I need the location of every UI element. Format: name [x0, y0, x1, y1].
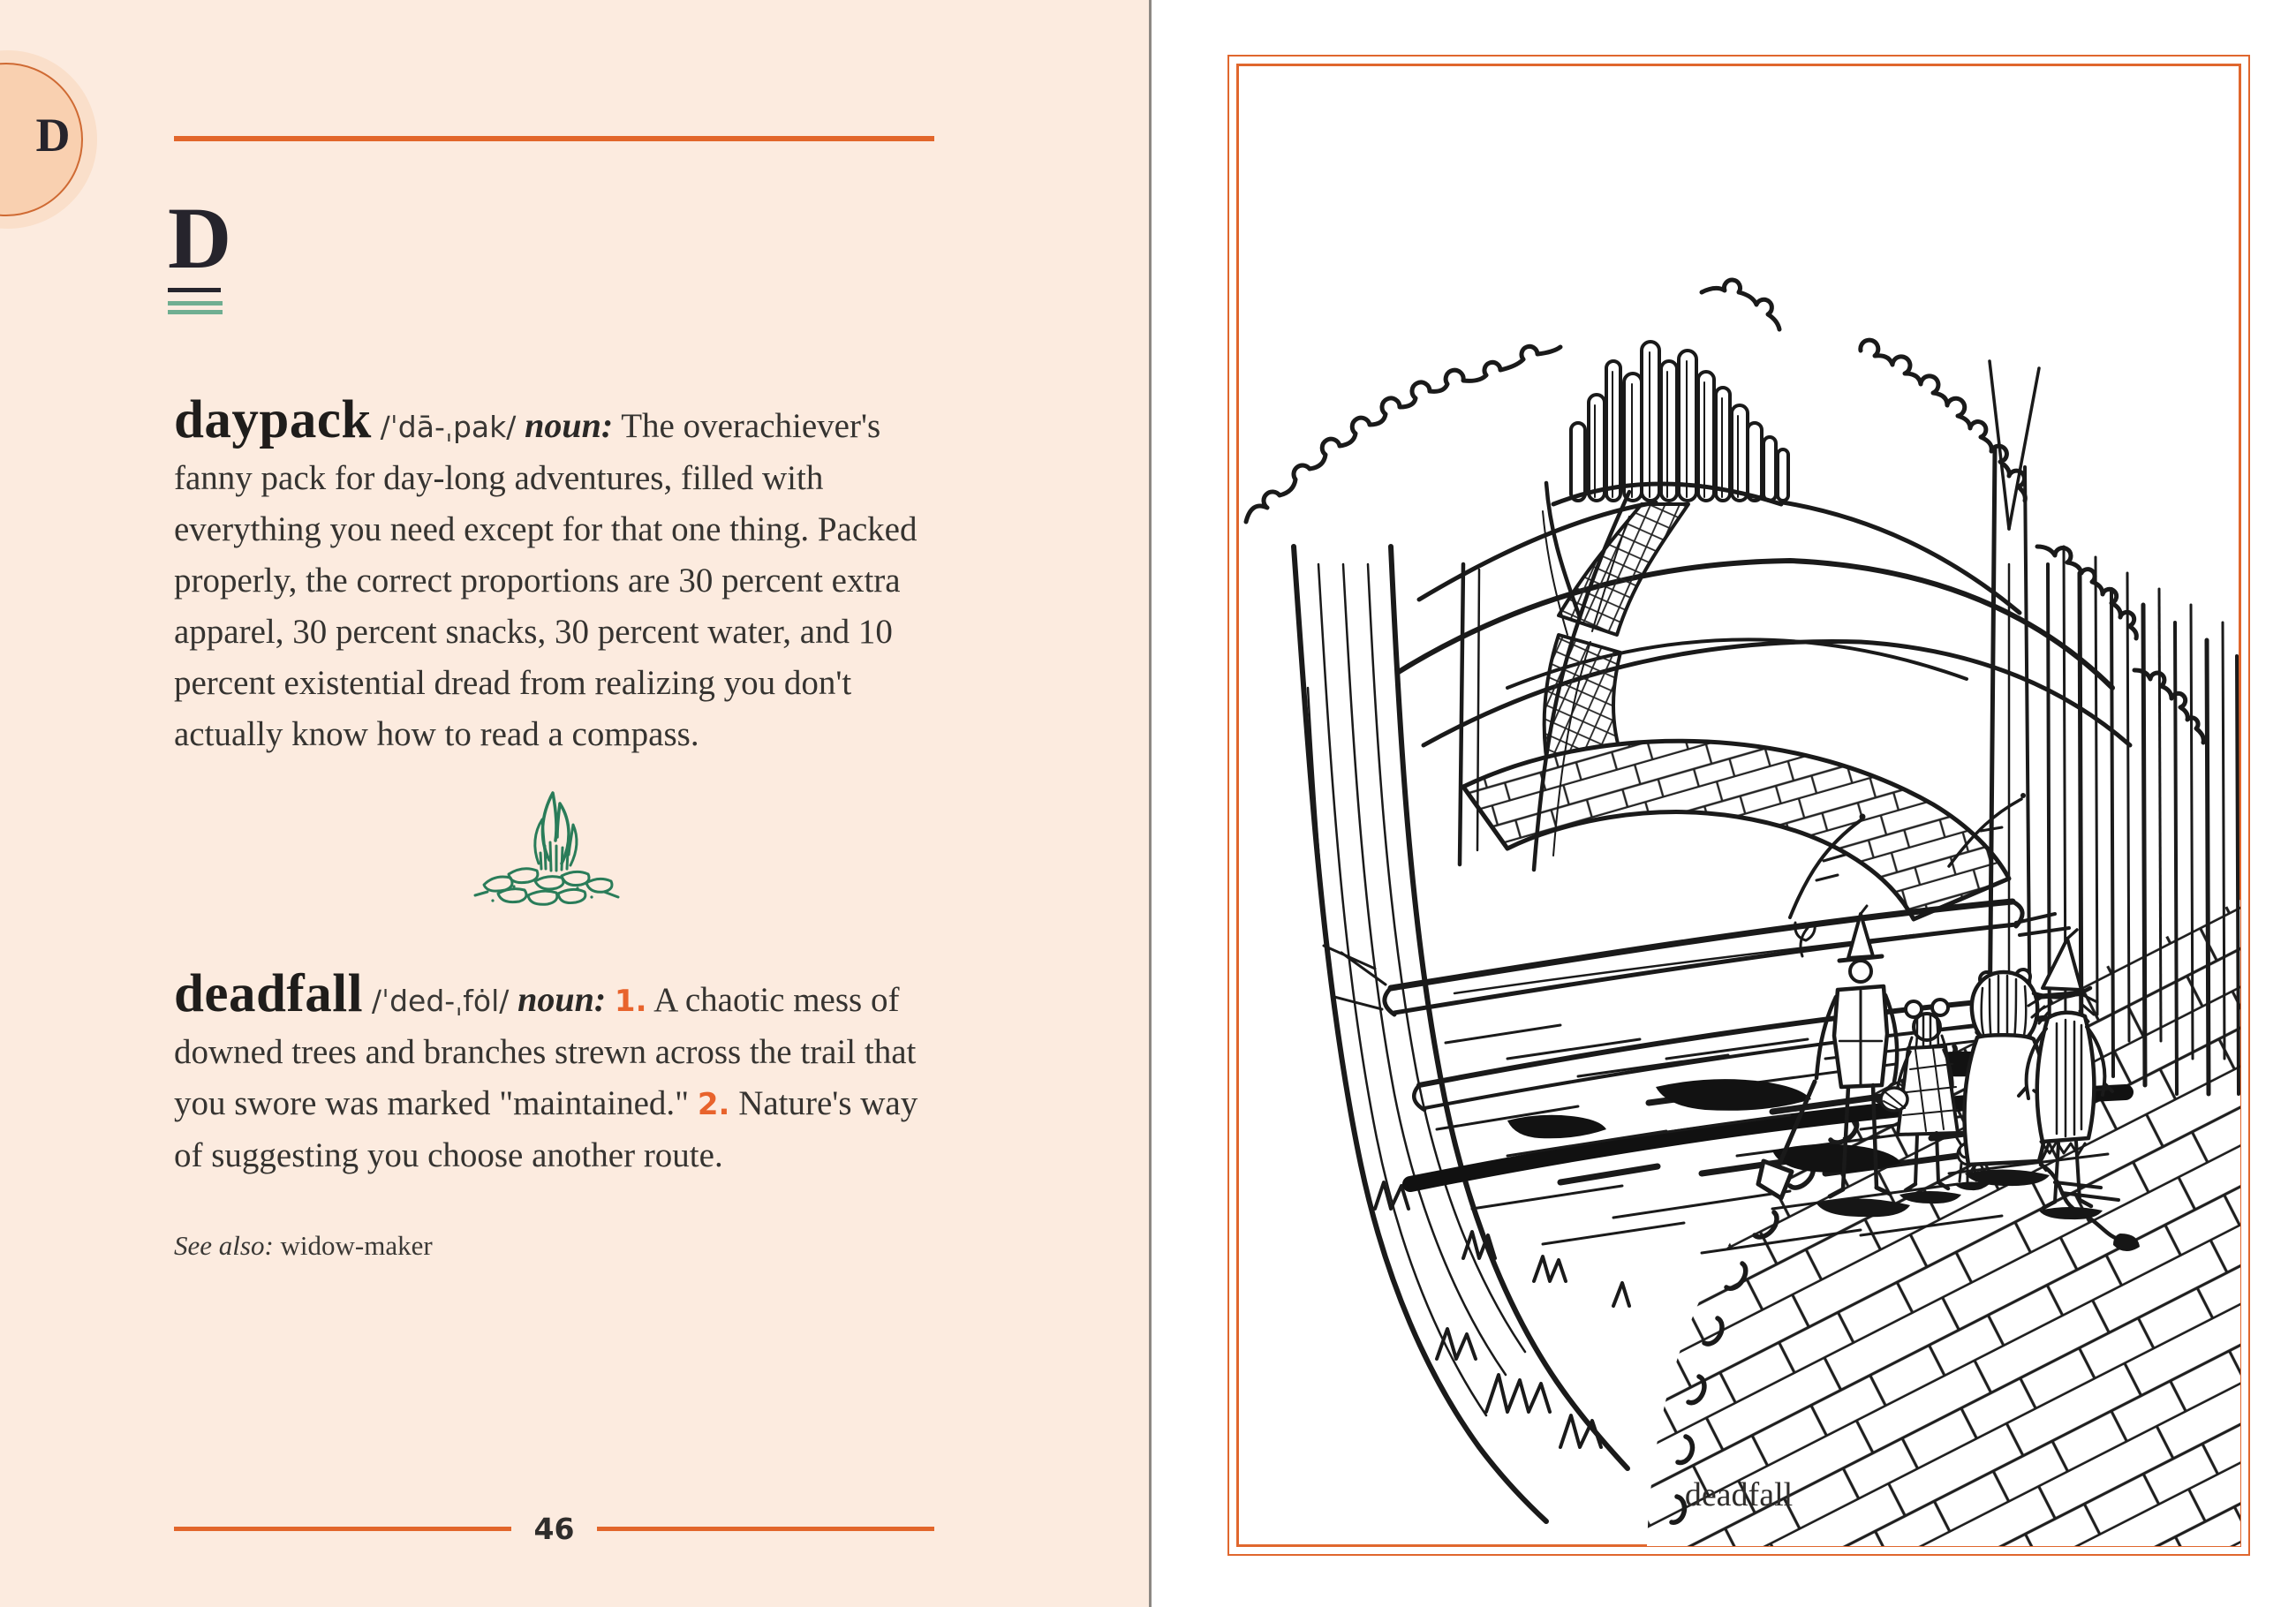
entry-definition: The overachiever's fanny pack for day-long adventures, filled with everything you need except for that one thing. Packed properly, the correct proportions are 30 percent extra apparel, 30 percent snacks, 30 percent water, and 10 percent existential dread from realizing you don't actually know how to read a compass. — [174, 407, 918, 753]
sense-1-text: A chaotic mess of downed trees and branches strewn across the trail that you swore was marked "maintained." — [174, 981, 917, 1122]
campfire-icon — [457, 784, 652, 913]
letter-tab-label: D — [35, 109, 71, 162]
sense-2-text: Nature's way of suggesting you choose another route. — [174, 1084, 918, 1174]
entry-daypack — [174, 390, 949, 760]
entry-part-of-speech: noun: — [517, 979, 607, 1019]
entry-headword: daypack — [174, 390, 372, 449]
sense-1-number: 1. — [614, 984, 647, 1019]
right-page — [1152, 0, 2296, 1607]
see-also-label: See also: — [174, 1230, 274, 1261]
footer-rule-left — [174, 1527, 511, 1531]
illustration-frame — [1227, 55, 2250, 1556]
entry-deadfall — [174, 964, 949, 1181]
illustration-frame-inner — [1236, 64, 2241, 1547]
green-rule-2 — [168, 310, 223, 314]
entry-pronunciation: /ˈdā-ˌpak/ — [380, 410, 517, 444]
deadfall-illustration — [1242, 70, 2240, 1546]
green-rule-1 — [168, 301, 223, 306]
page-footer — [174, 1512, 934, 1546]
entry-headword: deadfall — [174, 964, 364, 1023]
top-rule — [174, 136, 934, 141]
sense-2-number: 2. — [697, 1087, 730, 1122]
see-also-term: widow-maker — [280, 1230, 433, 1261]
footer-rule-right — [597, 1527, 934, 1531]
section-heading: D — [168, 189, 232, 287]
illustration-caption: deadfall — [1684, 1476, 1794, 1513]
entry-part-of-speech: noun: — [525, 405, 614, 445]
see-also-line — [174, 1230, 433, 1262]
section-heading-underline — [168, 288, 221, 292]
entry-pronunciation: /ˈded-ˌfȯl/ — [371, 984, 510, 1018]
page-number: 46 — [533, 1512, 575, 1546]
